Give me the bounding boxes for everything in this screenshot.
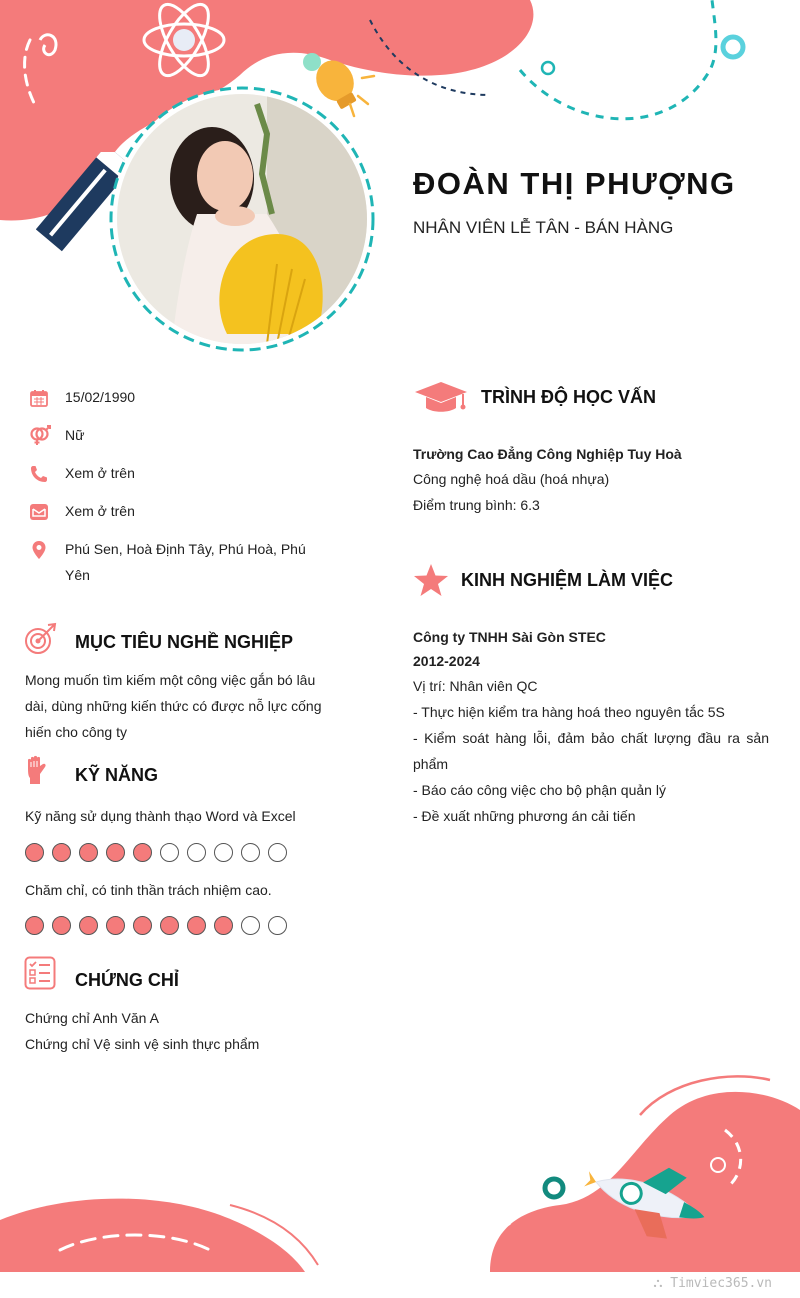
checklist-icon <box>24 956 56 990</box>
experience-duty-1: - Thực hiện kiểm tra hàng hoá theo nguyên tắc 5S <box>413 704 725 720</box>
full-name: ĐOÀN THỊ PHƯỢNG <box>413 166 736 201</box>
rating-dot-filled <box>133 843 152 862</box>
phone-value: Xem ở trên <box>65 465 135 481</box>
graduation-cap-icon <box>413 380 469 414</box>
rating-dot-filled <box>187 916 206 935</box>
objective-text: Mong muốn tìm kiếm một công việc gắn bó lâu dài, dùng những kiến thức có được nỗ lực cống hiến cho công ty <box>25 672 322 740</box>
skills-title: KỸ NĂNG <box>75 765 159 785</box>
rating-dot-empty <box>268 916 287 935</box>
phone-row <box>25 460 325 486</box>
rating-dot-filled <box>25 916 44 935</box>
education-title: TRÌNH ĐỘ HỌC VẤN <box>481 387 656 407</box>
skill-rating-1 <box>25 843 287 862</box>
brand-mark: ⛬ <box>653 1276 663 1291</box>
email-value: Xem ở trên <box>65 503 135 519</box>
rating-dot-filled <box>79 843 98 862</box>
bottom-left-blob <box>0 1190 320 1272</box>
rating-dot-empty <box>241 843 260 862</box>
rating-dot-filled <box>106 843 125 862</box>
location-icon <box>29 540 49 560</box>
star-icon <box>413 563 449 597</box>
phone-icon <box>29 464 49 484</box>
education-major: Công nghệ hoá dầu (hoá nhựa) <box>413 471 610 487</box>
brand-text: Timviec365.vn <box>670 1276 772 1291</box>
rating-dot-empty <box>268 843 287 862</box>
objective-title: MỤC TIÊU NGHỀ NGHIỆP <box>75 632 294 652</box>
rating-dot-filled <box>106 916 125 935</box>
certificates-title: CHỨNG CHỈ <box>75 970 179 990</box>
rating-dot-empty <box>241 916 260 935</box>
experience-company: Công ty TNHH Sài Gòn STEC <box>413 629 606 645</box>
dashed-curve <box>340 0 760 140</box>
experience-duty-4: - Đề xuất những phương án cải tiến <box>413 808 636 824</box>
job-title: NHÂN VIÊN LỄ TÂN - BÁN HÀNG <box>413 218 674 237</box>
atom-icon <box>140 2 228 82</box>
avatar <box>117 94 367 344</box>
rating-dot-filled <box>79 916 98 935</box>
address-row <box>25 536 325 588</box>
ring-icon <box>718 32 748 62</box>
dob-row <box>25 384 325 410</box>
gender-icon <box>29 424 51 446</box>
certificate-2: Chứng chỉ Vệ sinh vệ sinh thực phẩm <box>25 1036 260 1052</box>
footer <box>0 1272 800 1298</box>
hand-icon <box>24 754 50 788</box>
dob-value: 15/02/1990 <box>65 389 136 405</box>
experience-period: 2012-2024 <box>413 653 480 669</box>
calendar-icon <box>29 388 49 408</box>
experience-position: Vị trí: Nhân viên QC <box>413 678 538 694</box>
rating-dot-filled <box>52 916 71 935</box>
email-row <box>25 498 325 524</box>
skill-rating-2 <box>25 916 287 935</box>
rating-dot-empty <box>187 843 206 862</box>
experience-duty-2: - Kiểm soát hàng lỗi, đảm bảo chất lượng đầu ra sản phẩm <box>413 730 769 772</box>
gender-row <box>25 422 325 448</box>
education-gpa: Điểm trung bình: 6.3 <box>413 497 540 513</box>
footer-brand[interactable] <box>653 1276 772 1291</box>
rating-dot-empty <box>214 843 233 862</box>
skill-name-2: Chăm chỉ, có tinh thần trách nhiệm cao. <box>25 882 272 898</box>
rating-dot-filled <box>160 916 179 935</box>
rating-dot-empty <box>160 843 179 862</box>
experience-title: KINH NGHIỆM LÀM VIỆC <box>461 570 674 590</box>
address-value: Phú Sen, Hoà Định Tây, Phú Hoà, Phú Yên <box>65 541 306 583</box>
skill-name-1: Kỹ năng sử dụng thành thạo Word và Excel <box>25 808 296 824</box>
certificate-1: Chứng chỉ Anh Văn A <box>25 1010 159 1026</box>
rating-dot-filled <box>25 843 44 862</box>
gender-value: Nữ <box>65 427 85 443</box>
email-icon <box>29 502 49 522</box>
rating-dot-filled <box>214 916 233 935</box>
rocket-icon <box>580 1160 720 1260</box>
rating-dot-filled <box>52 843 71 862</box>
education-school: Trường Cao Đẳng Công Nghiệp Tuy Hoà <box>413 446 682 462</box>
target-icon <box>24 622 58 656</box>
rating-dot-filled <box>133 916 152 935</box>
experience-duty-3: - Báo cáo công việc cho bộ phận quản lý <box>413 782 666 798</box>
